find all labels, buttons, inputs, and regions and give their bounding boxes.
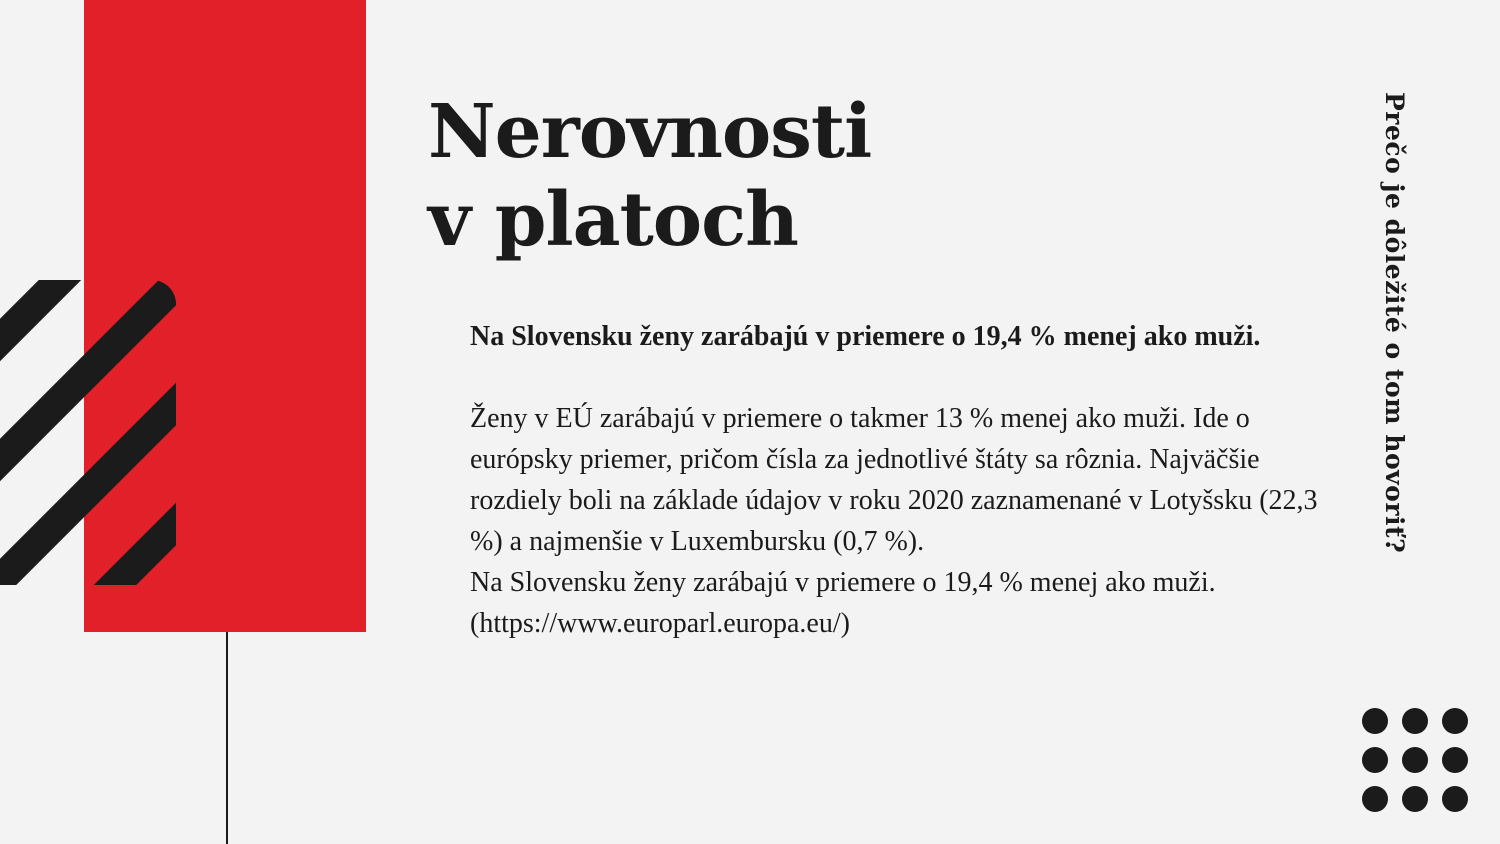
- title-line-1: Nerovnosti: [428, 89, 872, 175]
- dot: [1442, 786, 1468, 812]
- dot: [1402, 708, 1428, 734]
- vertical-divider-line: [226, 632, 228, 844]
- dot: [1362, 708, 1388, 734]
- dot: [1402, 786, 1428, 812]
- dot: [1442, 747, 1468, 773]
- dot: [1362, 786, 1388, 812]
- lead-paragraph: Na Slovensku ženy zarábajú v priemere o 19,4 % menej ako muži.: [470, 321, 1261, 352]
- vertical-caption: Prečo je dôležité o tom hovoriť?: [1380, 92, 1409, 554]
- dot: [1442, 708, 1468, 734]
- diagonal-stripes-graphic: [0, 280, 180, 585]
- dot: [1402, 747, 1428, 773]
- body-paragraph-2: Na Slovensku ženy zarábajú v priemere o 19,4 % menej ako muži. (https://www.europarl.europa.eu/): [470, 567, 1216, 639]
- title-line-2: v platoch: [428, 177, 798, 263]
- page-title: [428, 88, 871, 264]
- body-text: [470, 316, 1320, 644]
- dot-grid-graphic: [1362, 708, 1472, 818]
- body-paragraph-1: Ženy v EÚ zarábajú v priemere o takmer 13 % menej ako muži. Ide o európsky priemer, pričom čísla za jednotlivé štáty sa rôznia. Najväčšie rozdiely boli na základe údajov v roku 2020 zaznamenané v Lotyšsku (22,3 %) a najmenšie v Luxembursku (0,7 %).: [470, 403, 1318, 557]
- dot: [1362, 747, 1388, 773]
